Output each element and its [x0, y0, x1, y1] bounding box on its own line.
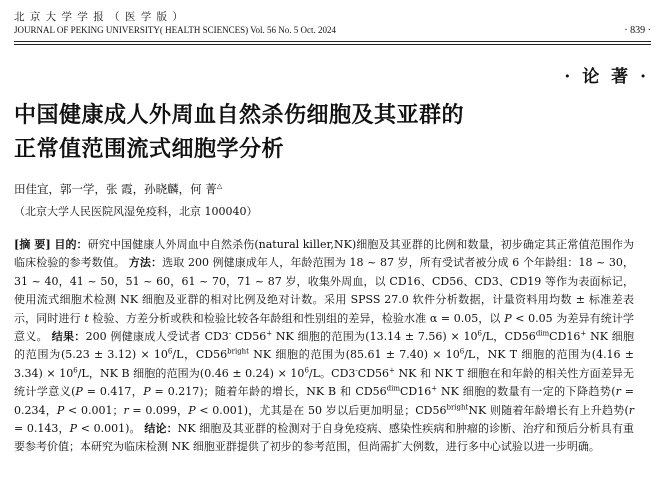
sup: bright: [227, 347, 249, 356]
title-line-2: 正常值范围流式细胞学分析: [14, 136, 285, 162]
results-text: NK 细胞的范围为(13.14 ± 7.56) × 10: [272, 330, 478, 344]
journal-title-cn: 北 京 大 学 学 报 （ 医 学 版 ）: [14, 11, 184, 23]
p-symbol: P: [69, 422, 78, 436]
p-symbol: P: [56, 403, 65, 417]
sup: dim: [386, 384, 400, 393]
results-text: < 0.001)。: [77, 422, 141, 436]
t-symbol: t: [84, 311, 89, 325]
affiliation: （北京大学人民医院风湿免疫科，北京 100040）: [14, 205, 258, 218]
results-text: /L，NK T 细胞的范围为(4.16 ± 3.34) × 10: [14, 348, 635, 380]
methods-text: 选取 200 例健康成年人，年龄范围为 18 ~ 87 岁，所有受试者被分成 6 个年龄组：18 ~ 30，31 ~ 40，41 ~ 50，51 ~ 60，61 ~ 70，71 ~ 87 岁，收集外周血，以 CD16、CD56、CD3、CD19 等作为表面标记，使用流式细胞术检测 NK 细胞及亚群的相对比例及绝对计数。采用 SPSS 27.0 软件分析数据，计量资料用均数 ± 标准差表示，同时进行: [14, 256, 635, 325]
results-text: = 0.099，: [128, 403, 189, 417]
section-tag: · 论 著 ·: [564, 67, 649, 87]
results-text: = 0.234，: [14, 385, 634, 417]
sup: 6: [304, 366, 309, 375]
p-symbol: P: [188, 403, 196, 417]
results-text: < 0.001)，尤其是在 50 岁以后更加明显；CD56: [195, 403, 447, 417]
results-text: CD16: [549, 330, 581, 344]
results-text: = 0.143，: [14, 422, 70, 436]
abstract: [14, 236, 634, 457]
results-text: /L。CD3: [308, 366, 356, 380]
results-text: NK 细胞的数量有一定的下降趋势(: [437, 385, 616, 399]
authors: [14, 181, 222, 197]
r-symbol: r: [123, 403, 129, 417]
results-text: = 0.417，: [82, 385, 144, 399]
results-text: /L，CD56: [172, 348, 228, 362]
sup: 6: [73, 366, 78, 375]
methods-text-2: 检验、方差分析或秩和检验比较各年龄组和性别组的差异，检验水准 α = 0.05，以: [88, 311, 505, 325]
objective-label: 目的：: [54, 238, 88, 251]
results-text: NK 细胞的范围为(85.61 ± 7.40) × 10: [249, 348, 460, 362]
sup: dim: [535, 329, 550, 338]
results-text: NK 则随着年龄增长有上升趋势(: [468, 403, 629, 417]
p-symbol: P: [75, 385, 83, 399]
sup: +: [389, 366, 395, 375]
sup: 6: [477, 329, 482, 338]
header-rule-secondary: [14, 44, 651, 45]
sup: 6: [459, 347, 465, 356]
sup: +: [431, 384, 438, 393]
sup: +: [266, 329, 273, 338]
title-line-1: 中国健康成人外周血自然杀伤细胞及其亚群的: [14, 102, 465, 128]
p-symbol: P: [143, 385, 151, 399]
methods-text-3: < 0.05 为差异有统计学意义。: [14, 311, 634, 344]
page-number: · 839 ·: [624, 25, 651, 36]
sup: -: [228, 329, 232, 338]
author-list: 田佳宜，郭一学，张 霞，孙晓麟，何 菁: [14, 182, 217, 196]
corresponding-author-mark: △: [216, 182, 223, 191]
results-text: CD16: [400, 385, 432, 399]
conclusion-text: NK 细胞及其亚群的检测对于自身免疫病、感染性疾病和肿瘤的诊断、治疗和预后分析具有重要参考价值；本研究为临床检测 NK 细胞亚群提供了初步的参考范围，但尚需扩大例数，进行多中心试验以进一步明确。: [14, 422, 634, 454]
journal-title-en: JOURNAL OF PEKING UNIVERSITY( HEALTH SCIENCES) Vol. 56 No. 5 Oct. 2024: [14, 25, 337, 35]
results-text: CD56: [357, 366, 390, 380]
r-symbol: r: [628, 403, 634, 417]
article-title: [14, 98, 634, 166]
sup: 6: [167, 347, 173, 356]
results-text: < 0.001；: [64, 403, 124, 417]
results-text: NK 细胞的范围为(5.23 ± 3.12) × 10: [14, 330, 635, 362]
objective-text: 研究中国健康人外周血中自然杀伤(natural killer,NK)细胞及其亚群的比例和数量，初步确定其正常值范围作为临床检验的参考数值。: [14, 238, 635, 270]
sup: bright: [446, 403, 469, 411]
results-text: 200 例健康成人受试者 CD3: [85, 330, 229, 344]
r-symbol: r: [615, 385, 621, 399]
results-label: 结果：: [51, 330, 86, 344]
abstract-label: [摘 要]: [14, 238, 51, 251]
results-text: /L，NK B 细胞的范围为(0.46 ± 0.24) × 10: [77, 366, 305, 380]
results-text: CD56: [231, 330, 267, 344]
results-text: NK 和 NK T 细胞在和年龄的相关性方面差异无统计学意义(: [14, 366, 634, 399]
header-rule: [14, 41, 651, 42]
sup: +: [580, 329, 587, 338]
sup: -: [355, 366, 358, 375]
p-symbol: P: [504, 311, 512, 325]
results-text: = 0.217)；随着年龄的增长，NK B 和 CD56: [150, 385, 387, 399]
results-text: /L，CD56: [481, 330, 536, 344]
methods-label: 方法：: [128, 256, 163, 270]
conclusion-label: 结论：: [144, 422, 178, 436]
